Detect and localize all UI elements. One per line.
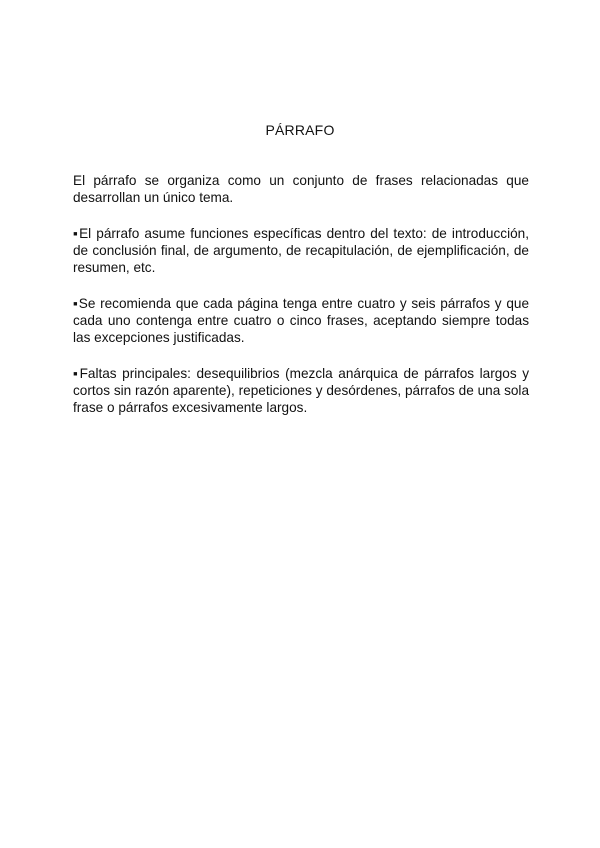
page-title: PÁRRAFO	[265, 122, 335, 138]
paragraph-functions: ▪El párrafo asume funciones específicas dentro del texto: de introducción, de conclusión final, de argumento, de recapitulación, de ejemplificación, de resumen, etc.	[73, 226, 529, 275]
document-body	[73, 172, 529, 435]
paragraph-faults: ▪Faltas principales: desequilibrios (mezcla anárquica de párrafos largos y cortos sin razón aparente), repeticiones y desórdenes, párrafos de una sola frase o párrafos excesivamente largos.	[73, 366, 529, 415]
paragraph-intro: El párrafo se organiza como un conjunto de frases relacionadas que desarrollan un único tema.	[73, 173, 529, 205]
paragraph-recommendation: ▪Se recomienda que cada página tenga entre cuatro y seis párrafos y que cada uno contenga entre cuatro o cinco frases, aceptando siempre todas las excepciones justificadas.	[73, 296, 529, 345]
